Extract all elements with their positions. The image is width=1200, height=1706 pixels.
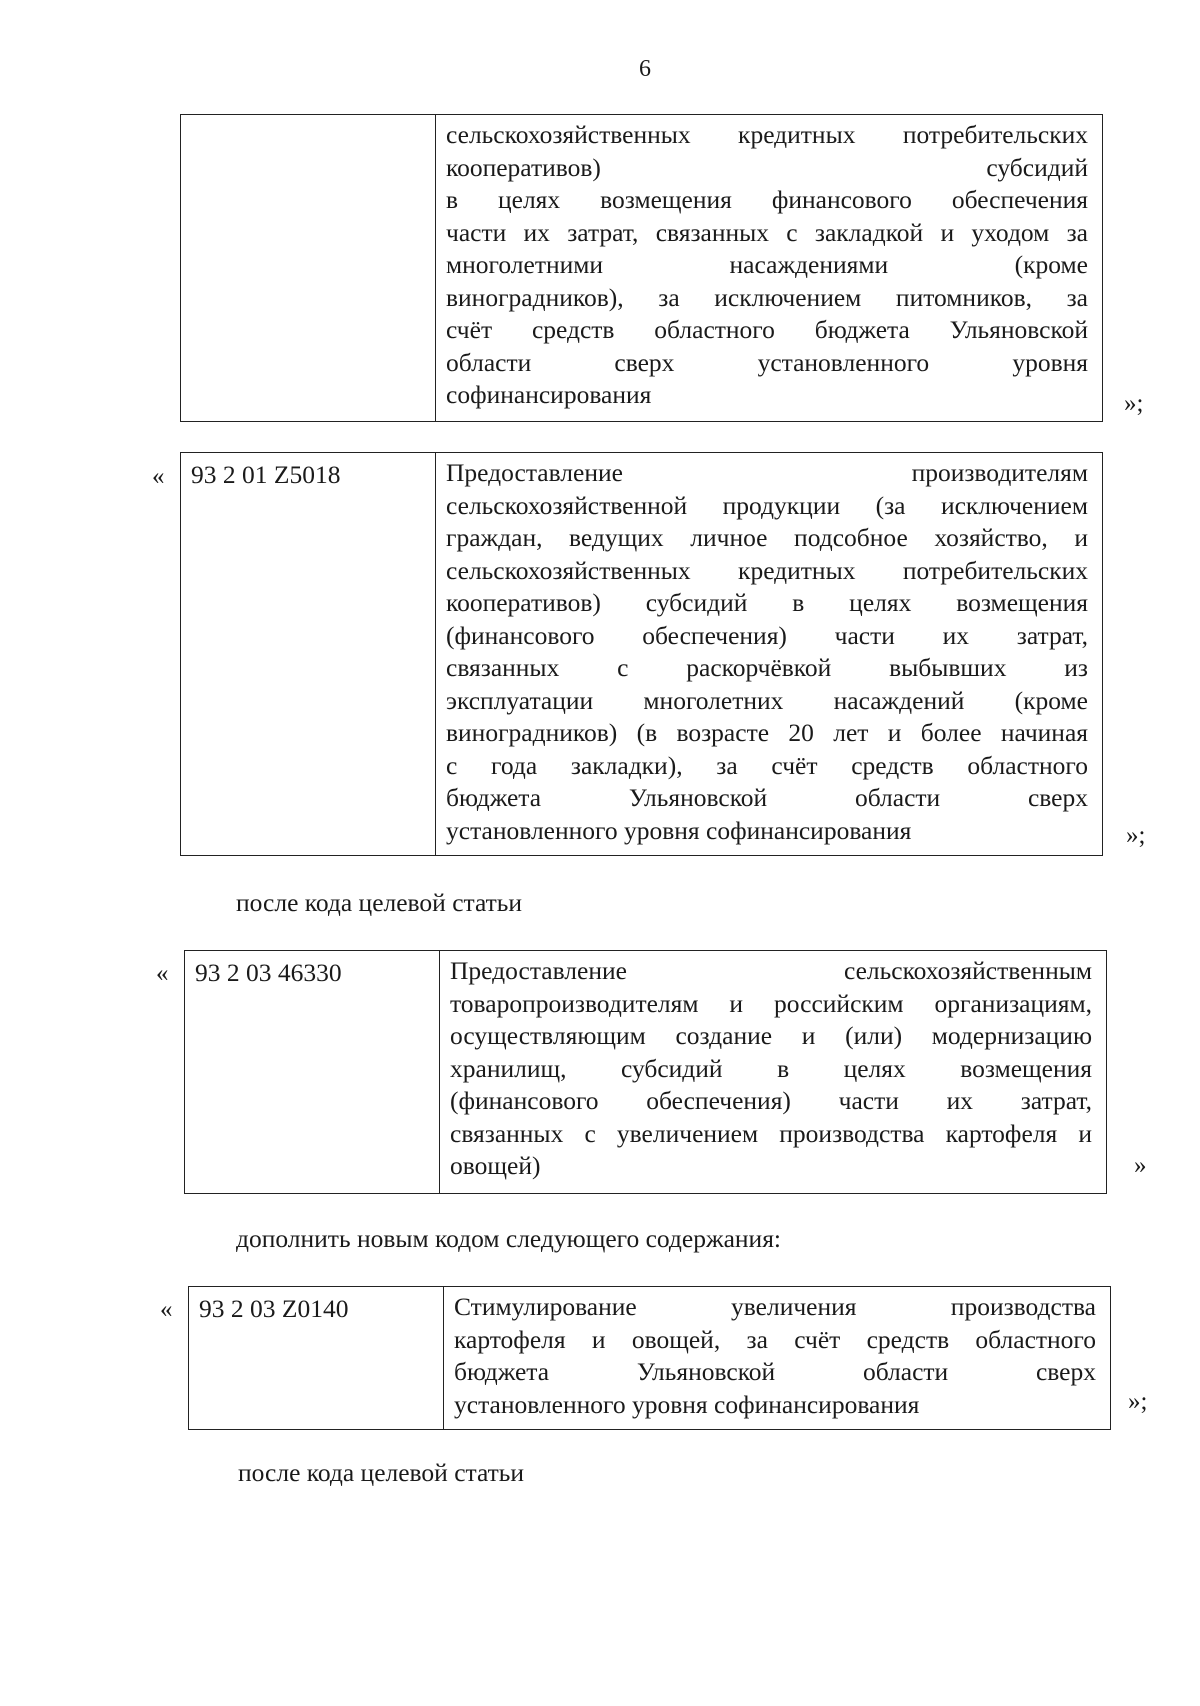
description-line: (финансового обеспечения) части их затрат, <box>450 1086 1092 1115</box>
description-line: виноградников), за исключением питомников, за <box>446 282 1088 312</box>
description-line: осуществляющим создание и (или) модернизацию <box>450 1021 1092 1050</box>
description-line: кооперативов) субсидий <box>446 152 1088 182</box>
opening-quote: « <box>156 960 169 987</box>
description-line: многолетними насаждениями (кроме <box>446 250 1088 279</box>
code-entry <box>188 1286 1111 1430</box>
description-line: хранилищ, субсидий в целях возмещения <box>450 1053 1092 1083</box>
description-line: (финансового обеспечения) части их затрат, <box>446 620 1088 650</box>
description-line: овощей) <box>450 1151 541 1180</box>
description-line: сельскохозяйственной продукции (за исключением <box>446 490 1088 520</box>
description-line: эксплуатации многолетних насаждений (кроме <box>446 685 1088 715</box>
description-cell <box>440 951 1107 1194</box>
description-line: бюджета Ульяновской области сверх <box>446 783 1088 812</box>
code-entry <box>184 950 1107 1194</box>
description-line: бюджета Ульяновской области сверх <box>454 1357 1096 1386</box>
closing-quote: »; <box>1126 822 1146 849</box>
opening-quote: « <box>152 463 165 490</box>
table-row <box>185 951 1107 1194</box>
code-cell: 93 2 03 Z0140 <box>189 1287 444 1430</box>
description-line: софинансирования <box>446 380 652 409</box>
closing-quote: » <box>1134 1152 1147 1179</box>
table-row <box>181 453 1103 856</box>
description-line: Предоставление сельскохозяйственным <box>450 956 1092 985</box>
description-cell <box>444 1287 1111 1430</box>
code-cell <box>181 115 436 422</box>
page-number: 6 <box>639 56 651 82</box>
code-entry <box>180 452 1103 856</box>
description-cell <box>436 115 1103 422</box>
description-line: Стимулирование увеличения производства <box>454 1292 1096 1321</box>
description-line: в целях возмещения финансового обеспечения <box>446 185 1088 214</box>
description-line: области сверх установленного уровня <box>446 347 1088 377</box>
description-line: картофеля и овощей, за счёт средств областного <box>454 1324 1096 1354</box>
description-line: установленного уровня софинансирования <box>454 1389 920 1419</box>
code-cell: 93 2 03 46330 <box>185 951 440 1194</box>
description-line: кооперативов) субсидий в целях возмещения <box>446 588 1088 617</box>
code-cell: 93 2 01 Z5018 <box>181 453 436 856</box>
description-line: сельскохозяйственных кредитных потребительских <box>446 120 1088 149</box>
closing-quote: »; <box>1128 1388 1148 1415</box>
description-line: виноградников) (в возрасте 20 лет и более начиная <box>446 718 1088 747</box>
description-line: связанных с увеличением производства картофеля и <box>450 1118 1092 1148</box>
description-line: сельскохозяйственных кредитных потребительских <box>446 555 1088 585</box>
description-line: связанных с раскорчёвкой выбывших из <box>446 653 1088 682</box>
instruction-text: после кода целевой статьи <box>238 1458 525 1487</box>
instruction-text: после кода целевой статьи <box>236 888 523 917</box>
description-line: товаропроизводителям и российским организациям, <box>450 988 1092 1018</box>
table-row <box>189 1287 1111 1430</box>
description-line: граждан, ведущих личное подсобное хозяйство, и <box>446 523 1088 552</box>
description-line: части их затрат, связанных с закладкой и уходом за <box>446 217 1088 247</box>
description-line: счёт средств областного бюджета Ульяновской <box>446 315 1088 344</box>
description-line: Предоставление производителям <box>446 458 1088 487</box>
opening-quote: « <box>160 1296 173 1323</box>
description-line: установленного уровня софинансирования <box>446 815 912 845</box>
closing-quote: »; <box>1124 390 1144 417</box>
description-cell <box>436 453 1103 856</box>
table-row <box>181 115 1103 422</box>
description-line: с года закладки), за счёт средств областного <box>446 750 1088 780</box>
instruction-text: дополнить новым кодом следующего содержания: <box>236 1224 782 1253</box>
code-entry <box>180 114 1103 422</box>
